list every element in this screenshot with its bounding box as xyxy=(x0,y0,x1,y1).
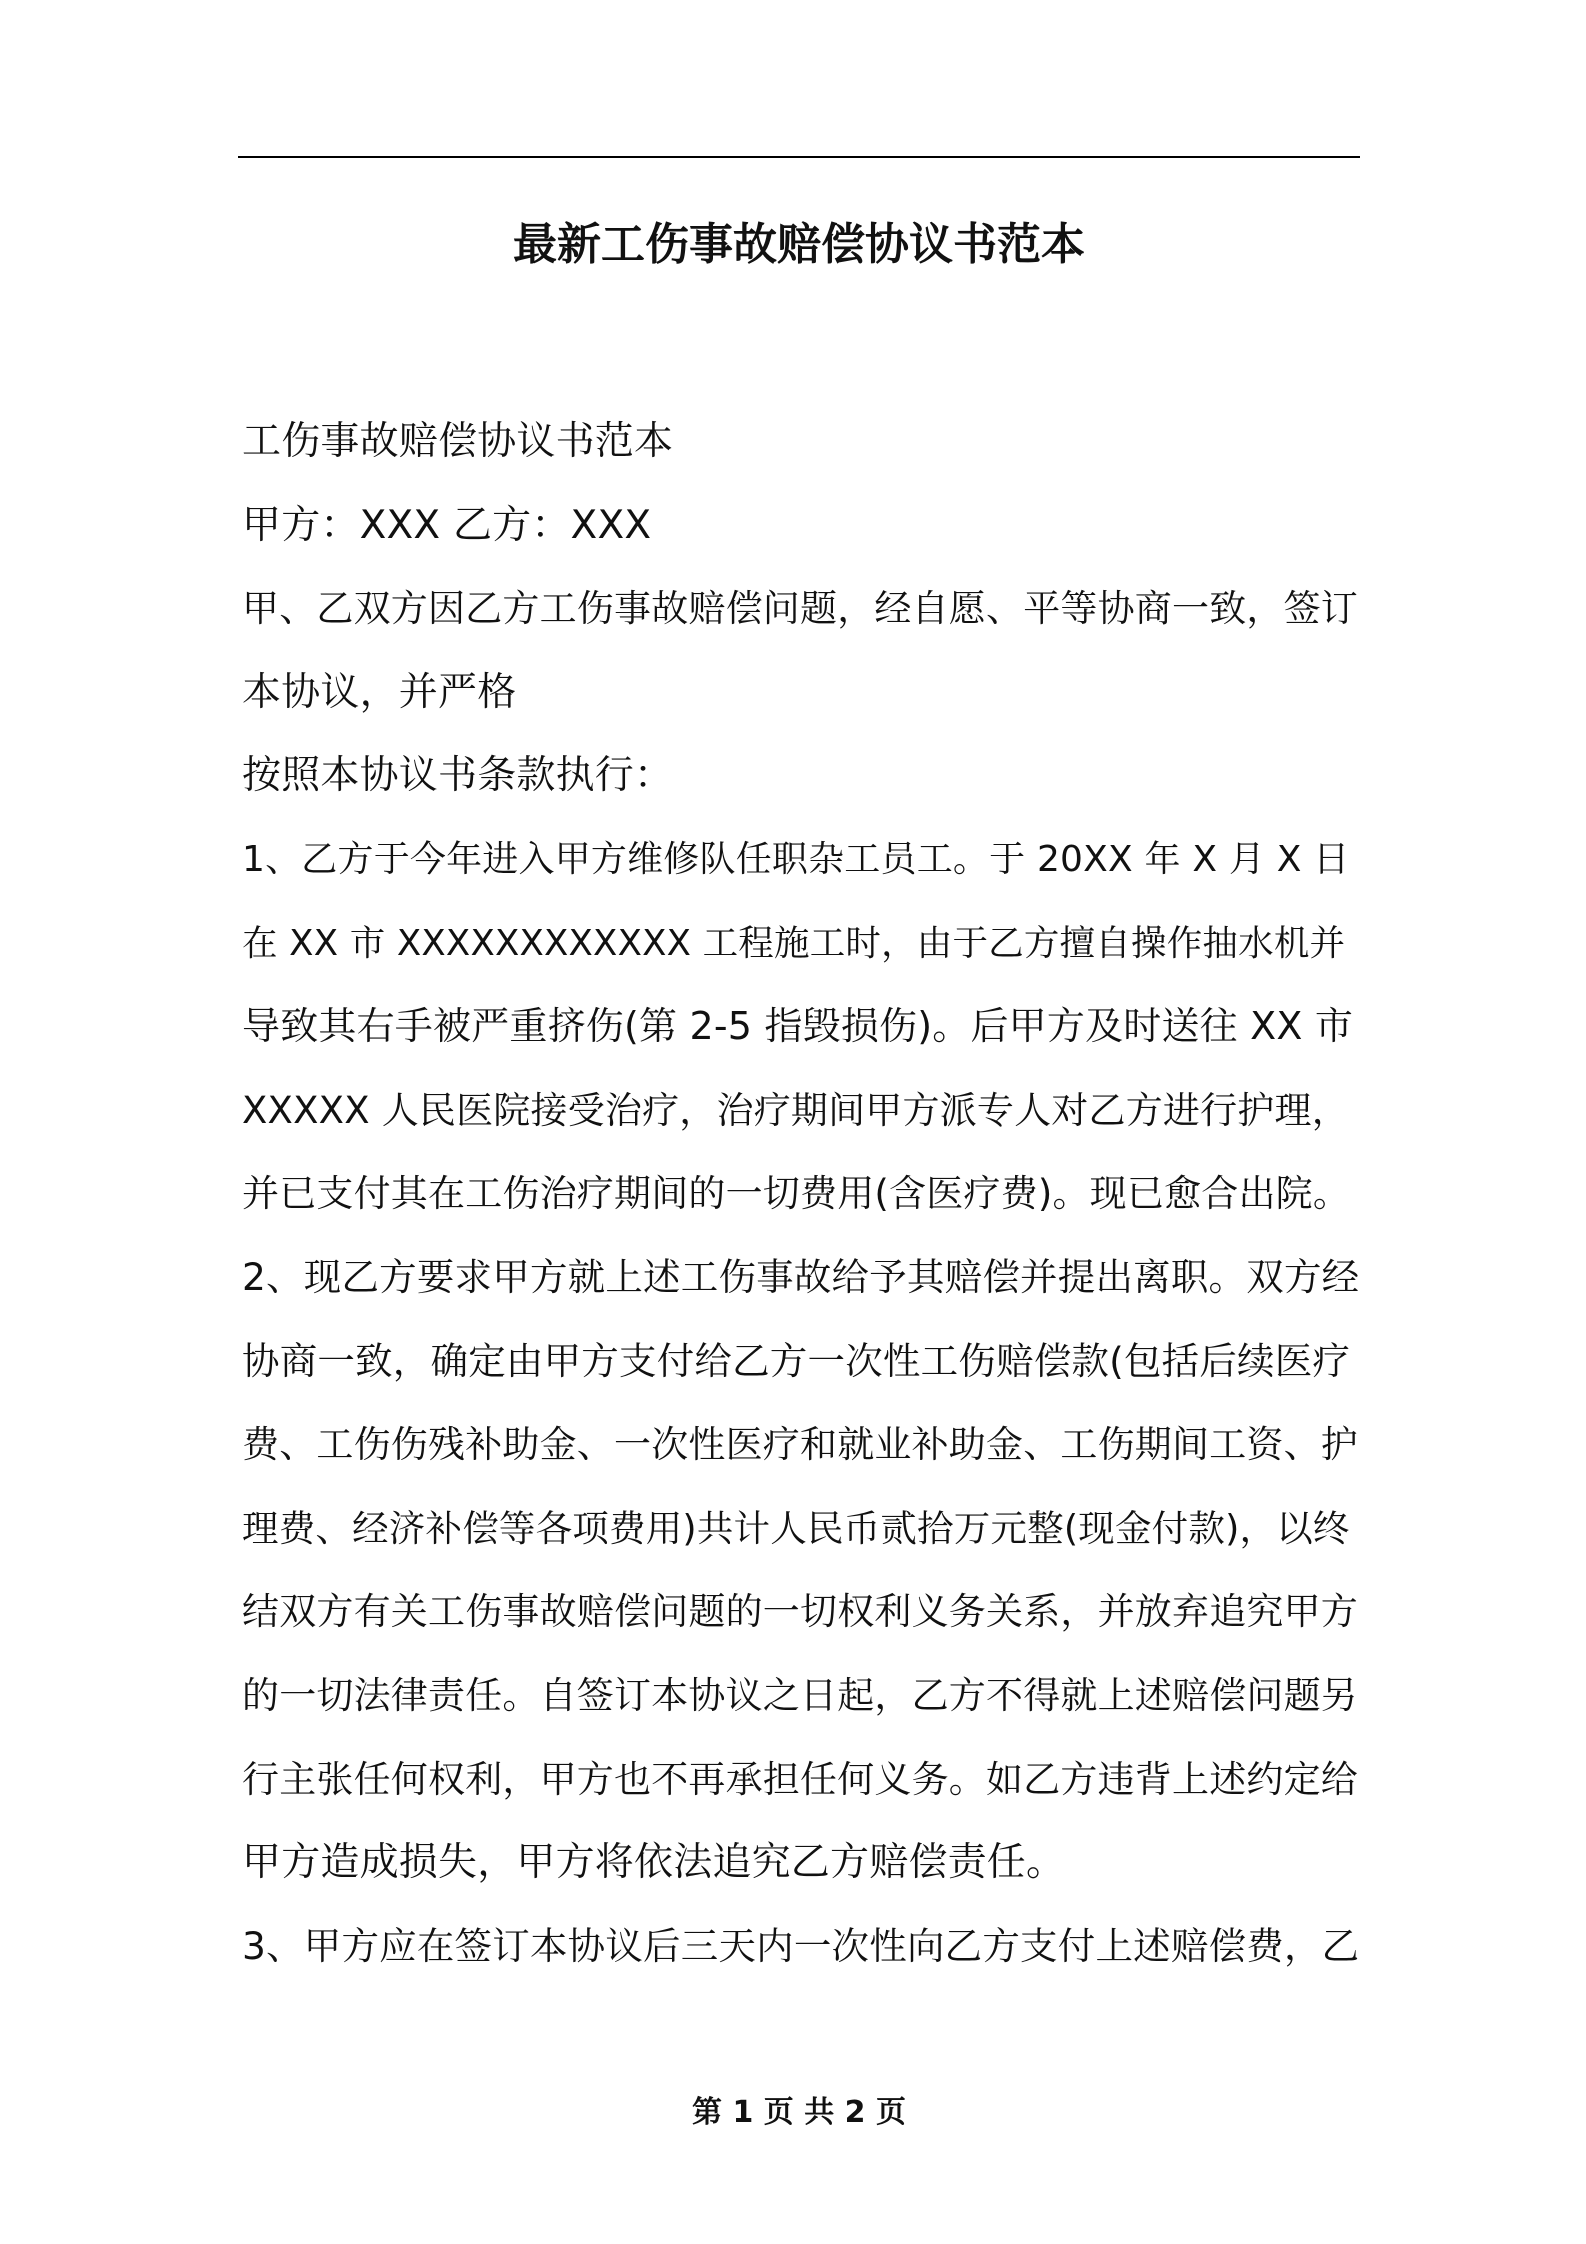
body-line: 行主张任何权利，甲方也不再承担任何义务。如乙方违背上述约定给 xyxy=(242,1757,1358,1801)
body-line: XXXXX 人民医院接受治疗，治疗期间甲方派专人对乙方进行护理， xyxy=(242,1088,1349,1132)
header-rule xyxy=(238,156,1360,158)
body-line: 甲方造成损失，甲方将依法追究乙方赔偿责任。 xyxy=(242,1840,1066,1886)
body-line: 结双方有关工伤事故赔偿问题的一切权利义务关系，并放弃追究甲方 xyxy=(242,1590,1358,1634)
body-line: 2、现乙方要求甲方就上述工伤事故给予其赔偿并提出离职。双方经 xyxy=(242,1254,1360,1299)
body-line: 导致其右手被严重挤伤(第 2-5 指毁损伤)。后甲方及时送往 XX 市 xyxy=(242,1004,1354,1049)
body-line: 按照本协议书条款执行： xyxy=(242,753,674,799)
body-line: 费、工伤伤残补助金、一次性医疗和就业补助金、工伤期间工资、护 xyxy=(242,1423,1358,1467)
body-line: 在 XX 市 XXXXXXXXXXXX 工程施工时，由于乙方擅自操作抽水机并 xyxy=(242,922,1346,964)
body-line: 协商一致，确定由甲方支付给乙方一次性工伤赔偿款(包括后续医疗 xyxy=(242,1338,1351,1383)
body-line: 甲、乙双方因乙方工伤事故赔偿问题，经自愿、平等协商一致，签订 xyxy=(242,587,1358,631)
body-line: 并已支付其在工伤治疗期间的一切费用(含医疗费)。现已愈合出院。 xyxy=(242,1172,1351,1216)
body-line: 本协议，并严格 xyxy=(242,669,517,715)
page-footer: 第 1 页 共 2 页 xyxy=(692,2095,906,2130)
document-body xyxy=(242,400,1360,1988)
body-line: 3、甲方应在签订本协议后三天内一次性向乙方支付上述赔偿费，乙 xyxy=(242,1923,1360,1968)
body-line: 理费、经济补偿等各项费用)共计人民币贰拾万元整(现金付款)，以终 xyxy=(242,1506,1350,1550)
body-line: 甲方：XXX 乙方：XXX xyxy=(242,502,652,548)
body-line: 工伤事故赔偿协议书范本 xyxy=(242,419,674,464)
body-line: 的一切法律责任。自签订本协议之日起，乙方不得就上述赔偿问题另 xyxy=(242,1673,1358,1717)
body-line: 1、乙方于今年进入甲方维修队任职杂工员工。于 20XX 年 X 月 X 日 xyxy=(242,838,1350,880)
document-title: 最新工伤事故赔偿协议书范本 xyxy=(513,219,1085,270)
